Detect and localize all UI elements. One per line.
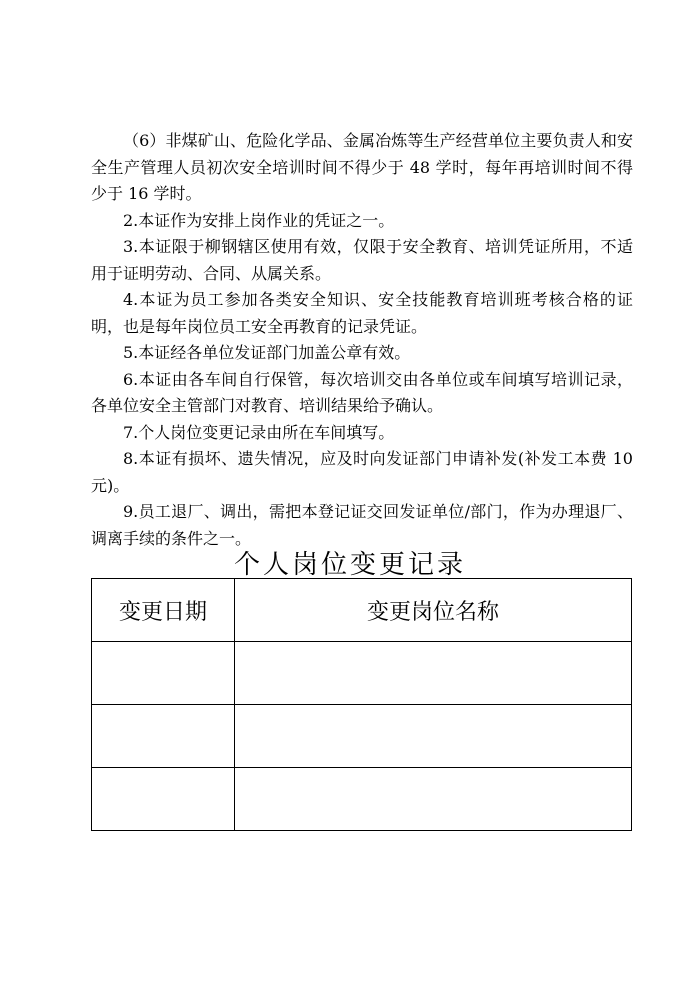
notes-body (91, 128, 633, 552)
position-name-cell[interactable] (235, 768, 632, 831)
column-header-position-name: 变更岗位名称 (235, 579, 632, 642)
note-paragraph: 9.员工退厂、调出，需把本登记证交回发证单位/部门，作为办理退厂、调离手续的条件之一。 (91, 502, 633, 548)
note-paragraph: 8.本证有损坏、遗失情况，应及时向发证部门申请补发(补发工本费 10 元)。 (91, 449, 633, 495)
note-paragraph: 5.本证经各单位发证部门加盖公章有效。 (123, 343, 411, 362)
note-paragraph: （6）非煤矿山、危险化学品、金属冶炼等生产经营单位主要负责人和安全生产管理人员初次安全培训时间不得少于 48 学时，每年再培训时间不得少于 16 学时。 (91, 131, 633, 203)
note-paragraph: 3.本证限于柳钢辖区使用有效，仅限于安全教育、培训凭证所用，不适用于证明劳动、合同、从属关系。 (91, 237, 633, 283)
section-title: 个人岗位变更记录 (233, 550, 466, 580)
table-header-row (92, 579, 632, 642)
change-date-cell[interactable] (92, 642, 235, 705)
change-date-cell[interactable] (92, 705, 235, 768)
note-paragraph: 2.本证作为安排上岗作业的凭证之一。 (123, 210, 395, 230)
position-change-table (91, 578, 632, 831)
column-header-change-date: 变更日期 (92, 579, 235, 642)
position-name-cell[interactable] (235, 705, 632, 768)
note-paragraph: 6.本证由各车间自行保管，每次培训交由各单位或车间填写培训记录，各单位安全主管部门对教育、培训结果给予确认。 (91, 369, 633, 415)
table-row (92, 768, 632, 831)
note-paragraph: 4.本证为员工参加各类安全知识、安全技能教育培训班考核合格的证明，也是每年岗位员工安全再教育的记录凭证。 (91, 290, 633, 336)
table-row (92, 705, 632, 768)
change-date-cell[interactable] (92, 768, 235, 831)
note-paragraph: 7.个人岗位变更记录由所在车间填写。 (123, 422, 395, 442)
position-name-cell[interactable] (235, 642, 632, 705)
table-row (92, 642, 632, 705)
